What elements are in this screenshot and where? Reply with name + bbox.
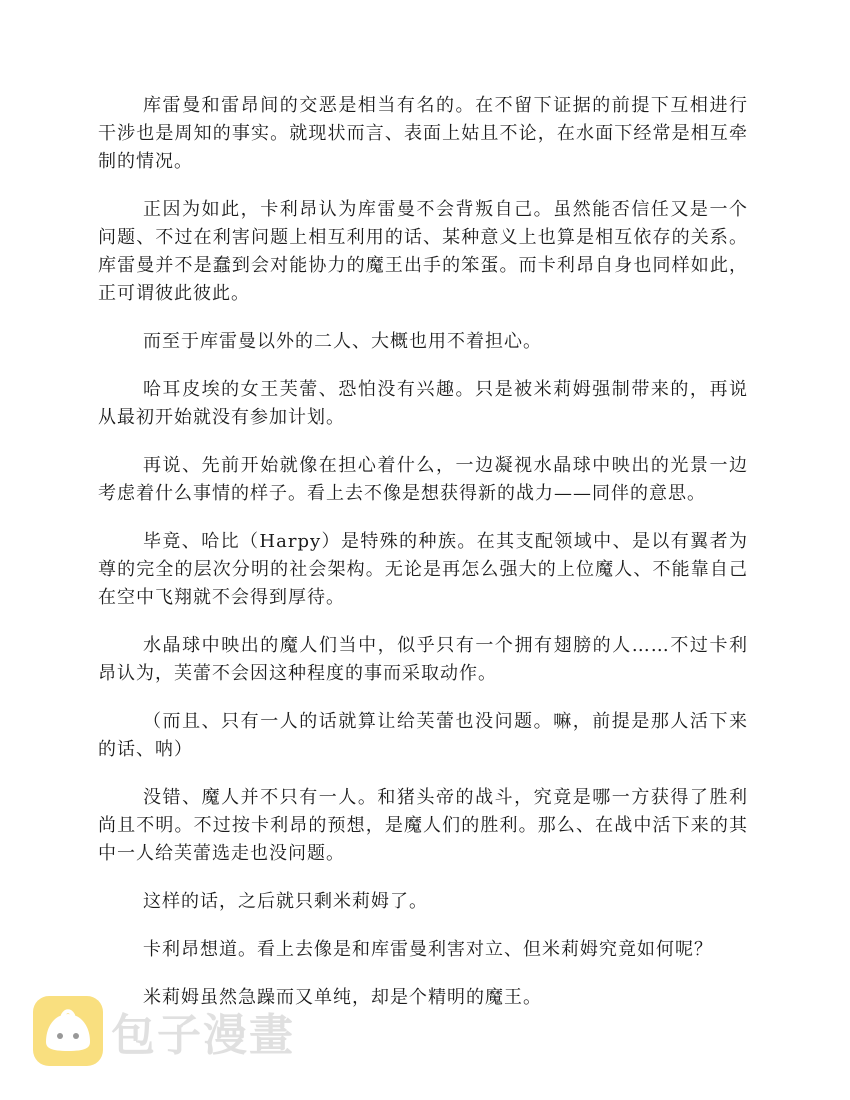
watermark-text: 包子漫畫 <box>111 1010 295 1061</box>
paragraph-7: 水晶球中映出的魔人们当中，似乎只有一个拥有翅膀的人……不过卡利昂认为，芙蕾不会因这种程度的事而采取动作。 <box>98 635 748 684</box>
paragraph-1: 库雷曼和雷昂间的交恶是相当有名的。在不留下证据的前提下互相进行干涉也是周知的事实。就现状而言、表面上姑且不论，在水面下经常是相互牵制的情况。 <box>98 95 748 172</box>
watermark <box>33 995 295 1067</box>
paragraph-2: 正因为如此，卡利昂认为库雷曼不会背叛自己。虽然能否信任又是一个问题、不过在利害问题上相互利用的话、某种意义上也算是相互依存的关系。库雷曼并不是蠢到会对能协力的魔王出手的笨蛋。而卡利昂自身也同样如此，正可谓彼此彼此。 <box>98 199 748 304</box>
paragraph-4: 哈耳皮埃的女王芙蕾、恐怕没有兴趣。只是被米莉姆强制带来的，再说从最初开始就没有参加计划。 <box>98 379 748 428</box>
paragraph-9: 没错、魔人并不只有一人。和猪头帝的战斗，究竟是哪一方获得了胜利尚且不明。不过按卡利昂的预想，是魔人们的胜利。那么、在战中活下来的其中一人给芙蕾选走也没问题。 <box>98 787 748 864</box>
paragraph-11: 卡利昂想道。看上去像是和库雷曼利害对立、但米莉姆究竟如何呢？ <box>143 939 713 960</box>
document-body <box>98 92 748 1032</box>
paragraph-10: 这样的话，之后就只剩米莉姆了。 <box>143 891 428 912</box>
paragraph-5: 再说、先前开始就像在担心着什么，一边凝视水晶球中映出的光景一边考虑着什么事情的样子。看上去不像是想获得新的战力——同伴的意思。 <box>98 455 748 504</box>
paragraph-8: （而且、只有一人的话就算让给芙蕾也没问题。嘛，前提是那人活下来的话、呐） <box>98 711 748 760</box>
paragraph-12: 米莉姆虽然急躁而又单纯，却是个精明的魔王。 <box>143 987 542 1008</box>
paragraph-6: 毕竟、哈比（Harpy）是特殊的种族。在其支配领域中、是以有翼者为尊的完全的层次分明的社会架构。无论是再怎么强大的上位魔人、不能靠自己在空中飞翔就不会得到厚待。 <box>98 531 748 608</box>
paragraph-3: 而至于库雷曼以外的二人、大概也用不着担心。 <box>143 331 542 352</box>
bun-face-logo-icon <box>33 996 103 1066</box>
